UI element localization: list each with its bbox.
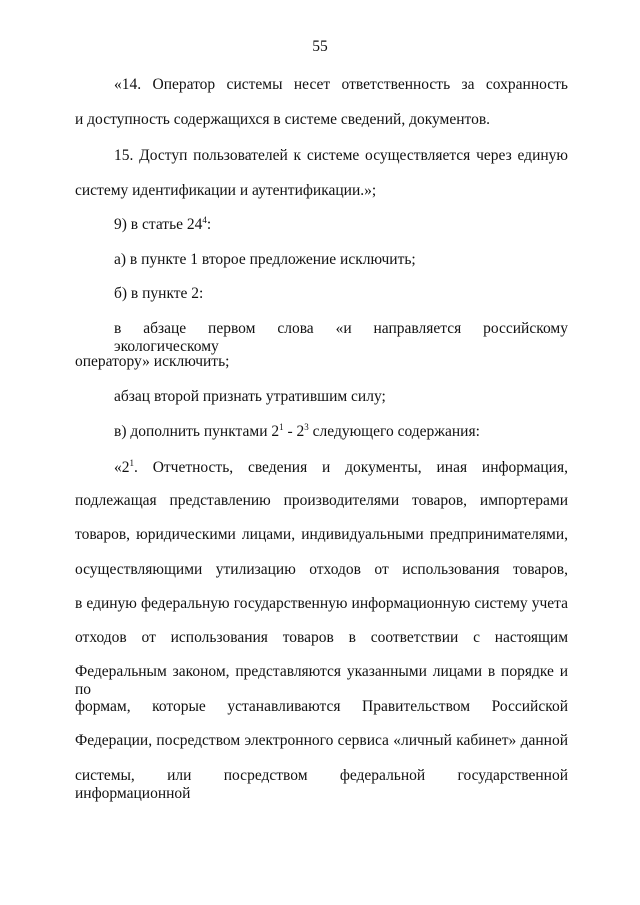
text-fragment: . Отчетность, сведения и документы, иная информация, [134,459,568,476]
superscript: 3 [304,422,309,432]
text-line: в единую федеральную государственную информационную систему учета [75,595,568,612]
text-line: оператору» исключить; [75,353,230,370]
text-line: Федеральным законом, представляются указанными лицами в порядке и по [75,663,568,698]
text-line: Федерации, посредством электронного сервиса «личный кабинет» данной [75,732,568,749]
text-fragment: - 2 [283,423,305,440]
text-line: осуществляющими утилизацию отходов от использования товаров, [75,561,568,578]
superscript: 4 [202,215,207,225]
text-line: абзац второй признать утратившим силу; [114,388,386,405]
text-fragment: в) дополнить пунктами 2 [114,423,280,440]
text-line: 15. Доступ пользователей к системе осуществляется через единую [114,147,568,164]
text-line: подлежащая представлению производителями товаров, импортерами [75,492,568,509]
text-line [114,216,211,234]
superscript: 1 [279,422,284,432]
text-line [114,423,480,441]
text-line: «14. Оператор системы несет ответственность за сохранность [114,76,568,93]
text-line: систему идентификации и аутентификации.»; [75,182,377,199]
text-line: б) в пункте 2: [114,285,204,302]
text-fragment: следующего содержания: [308,423,480,440]
superscript: 1 [129,458,134,468]
text-fragment: 9) в статье 24 [114,216,203,233]
text-line: в абзаце первом слова «и направляется российскому экологическому [114,320,568,355]
text-fragment: : [206,216,212,233]
text-line: товаров, юридическими лицами, индивидуальными предпринимателями, [75,526,568,543]
page-number: 55 [312,38,328,55]
text-line: отходов от использования товаров в соответствии с настоящим [75,629,568,646]
text-line: а) в пункте 1 второе предложение исключить; [114,251,416,268]
text-line: и доступность содержащихся в системе сведений, документов. [75,111,491,128]
text-line: формам, которые устанавливаются Правительством Российской [75,698,568,715]
text-line: системы, или посредством федеральной государственной информационной [75,767,568,802]
text-line [114,459,568,477]
text-fragment: «2 [114,459,130,476]
